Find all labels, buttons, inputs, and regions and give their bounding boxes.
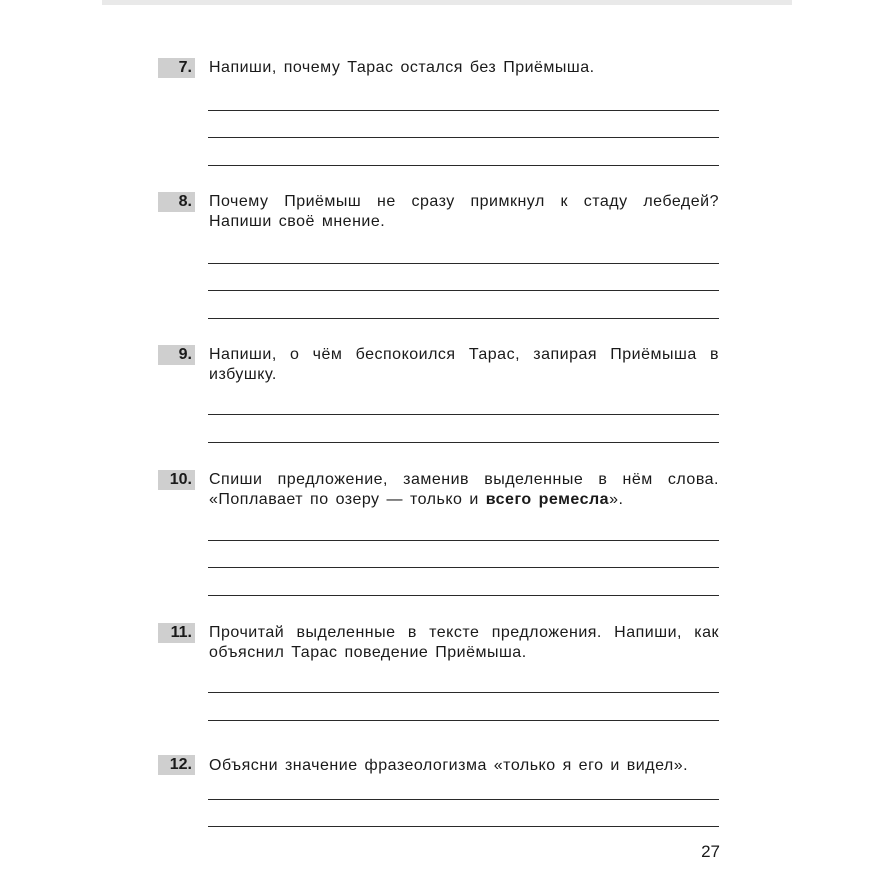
task-number: 10. — [158, 470, 195, 490]
highlighted-words: всего ремесла — [485, 491, 610, 508]
task-question-part: Спиши предложение, заменив выделенные в нём слова. «Поплавает по озеру — только и — [209, 471, 719, 508]
task-question: Напиши, о чём беспокоился Тарас, запирая Приёмыша в избушку. — [209, 346, 719, 383]
answer-line[interactable] — [208, 290, 719, 291]
answer-line[interactable] — [208, 567, 719, 568]
answer-line[interactable] — [208, 540, 719, 541]
task-question — [209, 470, 719, 510]
task-number: 12. — [158, 755, 195, 775]
answer-line[interactable] — [208, 137, 719, 138]
answer-line[interactable] — [208, 692, 719, 693]
answer-line[interactable] — [208, 110, 719, 111]
task-number: 9. — [158, 345, 195, 365]
task-question: Прочитай выделенные в тексте предложения. Напиши, как объяснил Тарас поведение Приёмыша. — [209, 624, 719, 661]
answer-line[interactable] — [208, 442, 719, 443]
task-question: Напиши, почему Тарас остался без Приёмыша. — [209, 59, 595, 76]
page-top-edge — [102, 0, 792, 5]
task-number: 7. — [158, 58, 195, 78]
answer-line[interactable] — [208, 826, 719, 827]
task-number: 11. — [158, 623, 195, 643]
answer-line[interactable] — [208, 318, 719, 319]
task-question: Объясни значение фразеологизма «только я его и видел». — [209, 757, 689, 774]
answer-line[interactable] — [208, 799, 719, 800]
answer-line[interactable] — [208, 414, 719, 415]
task-question-part: ». — [609, 491, 624, 508]
task-question: Почему Приёмыш не сразу примкнул к стаду лебедей? Напиши своё мнение. — [209, 193, 719, 230]
answer-line[interactable] — [208, 595, 719, 596]
answer-line[interactable] — [208, 720, 719, 721]
task-number: 8. — [158, 192, 195, 212]
answer-line[interactable] — [208, 165, 719, 166]
answer-line[interactable] — [208, 263, 719, 264]
page-number: 27 — [701, 842, 720, 861]
